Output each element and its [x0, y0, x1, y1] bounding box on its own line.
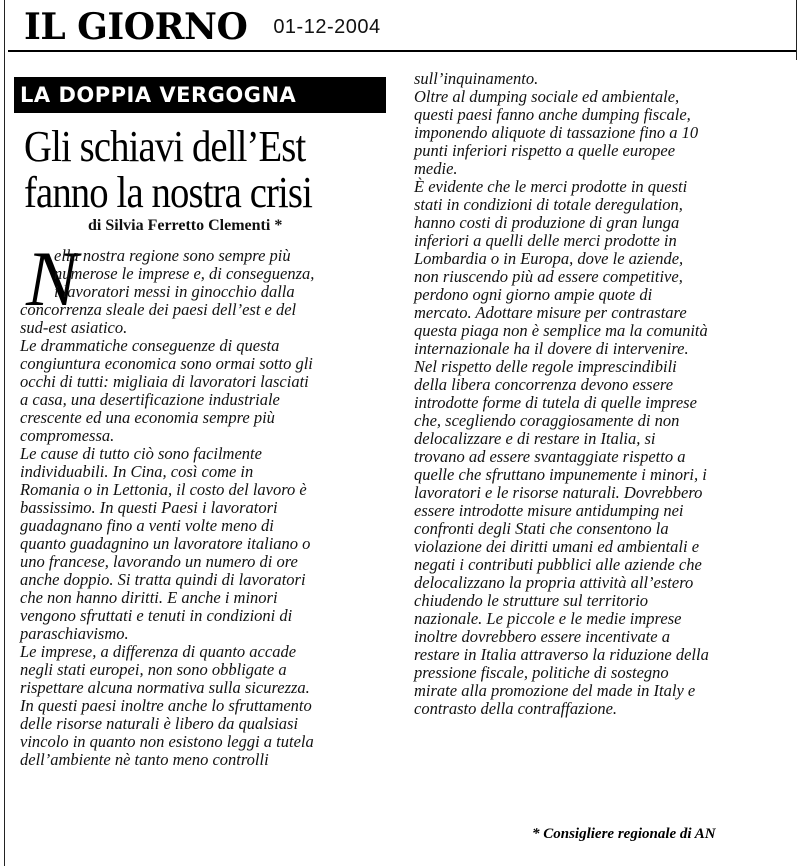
text-line: i lavoratori messi in ginocchio dalla	[54, 282, 295, 301]
article-headline	[24, 124, 350, 216]
article-column-right	[414, 70, 709, 718]
text-line: trovano ad essere svantaggiate rispetto a	[414, 447, 686, 466]
text-line: contrasto della contraffazione.	[414, 699, 618, 718]
text-line: compromessa.	[20, 426, 115, 445]
text-line: Le cause di tutto ciò sono facilmente	[20, 444, 262, 463]
text-line: concorrenza sleale dei paesi dell’est e del	[20, 300, 297, 319]
text-line: questa piaga non è semplice ma la comunità	[414, 321, 708, 340]
text-line: paraschiavismo.	[20, 624, 129, 643]
text-line: dell’ambiente nè tanto meno controlli	[20, 750, 269, 769]
headline-line: fanno la nostra crisi	[24, 168, 312, 217]
text-line: ella nostra regione sono sempre più	[54, 246, 291, 265]
article-column-left	[20, 247, 314, 769]
page-border-right	[796, 0, 797, 60]
text-line: inferiori a quelli delle merci prodotte in	[414, 231, 677, 250]
text-line: non riuscendo più ad essere competitive,	[414, 267, 683, 286]
text-line: imponendo aliquote di tassazione fino a 10	[414, 123, 699, 142]
text-line: mirate alla promozione del made in Italy e	[414, 681, 696, 700]
text-line: Le imprese, a differenza di quanto accade	[20, 642, 297, 661]
text-line: mercato. Adottare misure per contrastare	[414, 303, 687, 322]
text-line: Nel rispetto delle regole imprescindibili	[414, 357, 677, 376]
text-line: restare in Italia attraverso la riduzione della	[414, 645, 709, 664]
section-kicker: LA DOPPIA VERGOGNA	[14, 77, 386, 113]
text-line: rispettare alcuna normativa sulla sicurezza.	[20, 678, 310, 697]
text-line: inoltre dovrebbero essere incentivate a	[414, 627, 670, 646]
text-line: essere introdotte misure antidumping nei	[414, 501, 684, 520]
publication-date: 01-12-2004	[273, 15, 381, 38]
text-line: lavoratori e le risorse naturali. Dovrebbero	[414, 483, 703, 502]
masthead-divider	[8, 50, 796, 52]
text-line: congiuntura economica sono ormai sotto gli	[20, 354, 313, 373]
text-line: bassissimo. In questi Paesi i lavoratori	[20, 498, 278, 517]
author-note: * Consigliere regionale di AN	[532, 826, 716, 842]
text-line: crescente ed una economia sempre più	[20, 408, 275, 427]
text-line: Le drammatiche conseguenze di questa	[20, 336, 280, 355]
text-line: chiudendo le strutture sul territorio	[414, 591, 649, 610]
text-line: internazionale ha il dovere di intervenire.	[414, 339, 689, 358]
text-line: perdono ogni giorno ampie quote di	[414, 285, 653, 304]
text-line: Lombardia o in Europa, dove le aziende,	[414, 249, 684, 268]
text-line: della libera concorrenza devono essere	[414, 375, 674, 394]
text-line: anche doppio. Si tratta quindi di lavoratori	[20, 570, 306, 589]
text-line: pressione fiscale, politiche di sostegno	[414, 663, 669, 682]
text-line: violazione dei diritti umani ed ambientali e	[414, 537, 700, 556]
newspaper-title: IL GIORNO	[24, 6, 248, 48]
text-line: guadagnano fino a venti volte meno di	[20, 516, 274, 535]
text-line: negati i contributi pubblici alle aziende che	[414, 555, 702, 574]
text-line: confronti degli Stati che consentono la	[414, 519, 669, 538]
text-line: negli stati europei, non sono obbligate a	[20, 660, 287, 679]
text-line: stati in condizioni di totale deregulation,	[414, 195, 683, 214]
text-line: quanto guadagnino un lavoratore italiano o	[20, 534, 311, 553]
text-line: punti inferiori rispetto a quelle europee	[414, 141, 676, 160]
text-line: vincolo in quanto non esistono leggi a tutela	[20, 732, 314, 751]
text-line: medie.	[414, 159, 458, 178]
text-line: numerose le imprese e, di conseguenza,	[54, 264, 315, 283]
text-line: quelle che sfruttano impunemente i minori, i	[414, 465, 707, 484]
text-line: È evidente che le merci prodotte in questi	[414, 177, 688, 196]
text-line: Romania o in Lettonia, il costo del lavoro è	[20, 480, 307, 499]
text-line: individuabili. In Cina, così come in	[20, 462, 254, 481]
text-line: sull’inquinamento.	[414, 69, 539, 88]
text-line: delle risorse naturali è libero da qualsiasi	[20, 714, 299, 733]
text-line: occhi di tutti: migliaia di lavoratori lasciati	[20, 372, 309, 391]
text-line: uno francese, lavorando un numero di ore	[20, 552, 298, 571]
text-line: introdotte forme di tutela di quelle imprese	[414, 393, 697, 412]
text-line: a casa, una desertificazione industriale	[20, 390, 280, 409]
text-line: che, scegliendo coraggiosamente di non	[414, 411, 680, 430]
text-line: nazionale. Le piccole e le medie imprese	[414, 609, 682, 628]
text-line: delocalizzare e di restare in Italia, si	[414, 429, 656, 448]
text-line: delocalizzano la propria attività all’estero	[414, 573, 694, 592]
text-line: questi paesi fanno anche dumping fiscale,	[414, 105, 691, 124]
headline-line: Gli schiavi dell’Est	[24, 122, 306, 171]
text-line: In questi paesi inoltre anche lo sfruttamento	[20, 696, 312, 715]
text-line: sud-est asiatico.	[20, 318, 128, 337]
drop-cap: N	[26, 235, 79, 322]
article-byline: di Silvia Ferretto Clementi *	[88, 217, 283, 234]
text-line: che non hanno diritti. E anche i minori	[20, 588, 278, 607]
text-line: Oltre al dumping sociale ed ambientale,	[414, 87, 680, 106]
page-border-left	[4, 0, 5, 866]
masthead	[24, 6, 381, 48]
text-line: hanno costi di produzione di gran lunga	[414, 213, 680, 232]
text-line: vengono sfruttati e tenuti in condizioni di	[20, 606, 293, 625]
